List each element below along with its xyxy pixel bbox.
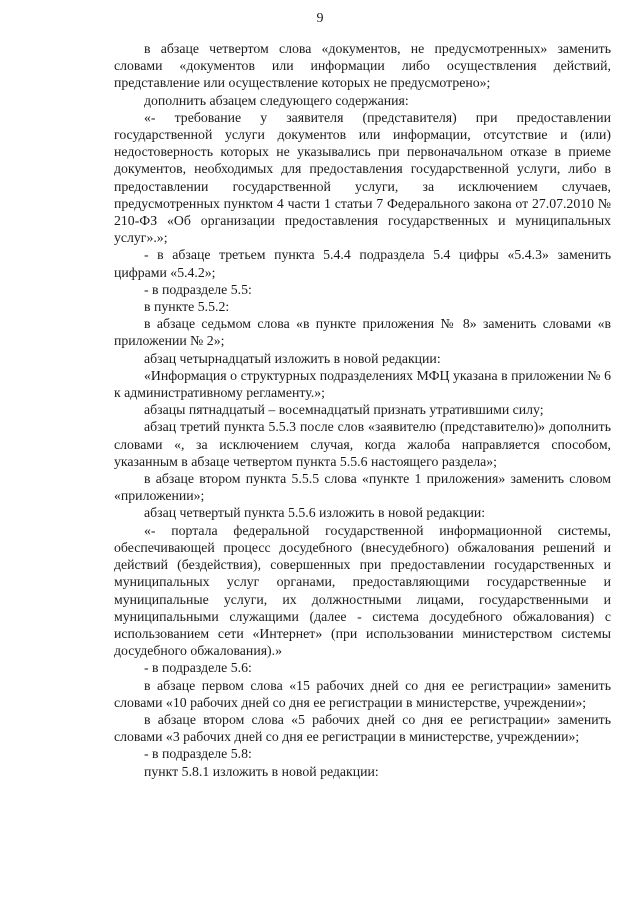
- document-body: [114, 40, 611, 780]
- paragraph: «Информация о структурных подразделениях МФЦ указана в приложении № 6 к административному регламенту.»;: [114, 367, 611, 401]
- paragraph: абзац четвертый пункта 5.5.6 изложить в новой редакции:: [144, 505, 486, 521]
- paragraph: абзац третий пункта 5.5.3 после слов «заявителю (представителю)» дополнить словами «, за исключением случая, когда жалоба направляется способом, указанным в абзаце четвертом пункта 5.5.6 настоящего раздела»;: [114, 419, 611, 469]
- paragraph: - в подразделе 5.6:: [144, 660, 252, 676]
- paragraph: абзацы пятнадцатый – восемнадцатый признать утратившими силу;: [144, 402, 544, 418]
- paragraph: - в подразделе 5.8:: [144, 746, 252, 762]
- paragraph: «- требование у заявителя (представителя) при предоставлении государственной услуги документов или информации, отсутствие и (или) недостоверность которых не указывались при первоначальном отказе в приеме документов, необходимых для предоставления государственной услуги, либо в предоставлении государственной услуги, за исключением случаев, предусмотренных пунктом 4 части 1 статьи 7 Федерального закона от 27.07.2010 № 210-ФЗ «Об организации предоставления государственных и муниципальных услуг».»;: [114, 109, 611, 246]
- paragraph: в абзаце седьмом слова «в пункте приложения № 8» заменить словами «в приложении № 2»;: [114, 316, 611, 349]
- paragraph: «- портала федеральной государственной информационной системы, обеспечивающей процесс досудебного (внесудебного) обжалования решений и действий (бездействия), совершенных при предоставлении государственных и муниципальных услуг органами, предоставляющими государственные и муниципальные услуги, их должностными лицами, государственными и муниципальными служащими (далее - система досудебного обжалования) с использованием сети «Интернет» (при использовании министерством системы досудебного обжалования).»: [114, 522, 611, 659]
- paragraph: в пункте 5.5.2:: [144, 299, 230, 315]
- paragraph: - в абзаце третьем пункта 5.4.4 подраздела 5.4 цифры «5.4.3» заменить цифрами «5.4.2»;: [114, 247, 611, 280]
- page-number: 9: [316, 11, 324, 26]
- paragraph: абзац четырнадцатый изложить в новой редакции:: [144, 350, 441, 366]
- paragraph: пункт 5.8.1 изложить в новой редакции:: [144, 763, 379, 779]
- paragraph: в абзаце первом слова «15 рабочих дней со дня ее регистрации» заменить словами «10 рабочих дней со дня ее регистрации в министерстве, учреждении»;: [114, 677, 611, 710]
- paragraph: в абзаце втором пункта 5.5.5 слова «пункте 1 приложения» заменить словом «приложении»;: [114, 471, 611, 504]
- paragraph: в абзаце втором слова «5 рабочих дней со дня ее регистрации» заменить словами «3 рабочих дней со дня ее регистрации в министерстве, учреждении»;: [114, 711, 611, 745]
- paragraph: дополнить абзацем следующего содержания:: [144, 92, 409, 108]
- paragraph: - в подразделе 5.5:: [144, 281, 252, 297]
- paragraph: в абзаце четвертом слова «документов, не предусмотренных» заменить словами «документов или информации либо осуществления действий, представление или осуществление которых не предусмотрено»;: [114, 41, 611, 91]
